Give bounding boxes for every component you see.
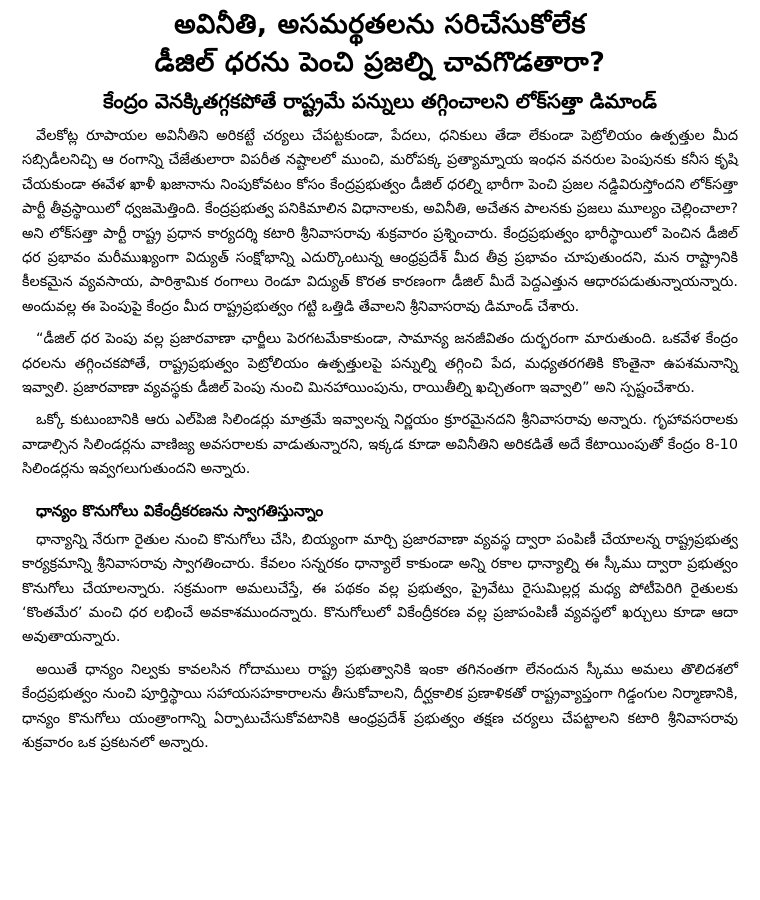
body-paragraph: ఒక్కో కుటుంబానికి ఆరు ఎల్‌పిజి సిలిండర్లు మాత్రమే ఇవ్వాలన్న నిర్ణయం క్రూరమైనదని శ్రీనివాసరావు అన్నారు. గృహావసరాలకు వాడాల్సిన సిలిండర్లను వాణిజ్య అవసరాలకు వాడుతున్నారని, ఇక్కడ కూడా అవినీతిని అరికడితే అదే కేటాయింపుతో కేంద్రం 8-10 సిలిండర్లను ఇవ్వగలుగుతుందని అన్నారు. [22,412,738,478]
headline-line-2: డీజిల్ ధరను పెంచి ప్రజల్ని చావగొడతారా? [154,47,606,78]
headline-line-1: అవినీతి, అసమర్థతలను సరిచేసుకోలేక [174,9,586,40]
section-paragraph: అయితే ధాన్యం నిల్వకు కావలసిన గోదాములు రాష్ట్ర ప్రభుత్వానికి ఇంకా తగినంతగా లేనందున స్కీము అమలు తొలిదశలో కేంద్రప్రభుత్వం నుంచి పూర్తిస్థాయి సహాయసహకారాలను తీసుకోవాలని, దీర్ఘకాలిక ప్రణాళికతో రాష్ట్రవ్యాప్తంగా గిడ్డంగుల నిర్మాణానికి, ధాన్యం కొనుగోలు యంత్రాంగాన్ని ఏర్పాటుచేసుకోవటానికి ఆంధ్రప్రదేశ్ ప్రభుత్వం తక్షణ చర్యలు చేపట్టాలని కటారి శ్రీనివాసరావు శుక్రవారం ఒక ప్రకటనలో అన్నారు. [22,661,738,751]
body-paragraph: వేలకోట్ల రూపాయల అవినీతిని అరికట్టే చర్యలు చేపట్టకుండా, పేదలు, ధనికులు తేడా లేకుండా పెట్రోలియం ఉత్పత్తుల మీద సబ్సిడీలనిచ్చి ఆ రంగాన్ని చేజేతులారా విపరీత నష్టాలలో ముంచి, మరోపక్క ప్రత్యామ్నాయ ఇంధన వనరుల పెంపునకు కనీస కృషి చేయకుండా ఈవేళ ఖాళీ ఖజానాను నింపుకోవటం కోసం కేంద్రప్రభుత్వం డీజిల్ ధరల్ని భారీగా పెంచి ప్రజల నడ్డివిరుస్తోందని లోక్‌సత్తా పార్టీ తీవ్రస్థాయిలో ధ్వజమెత్తింది. కేంద్రప్రభుత్వ పనికిమాలిన విధానాలకు, అవినీతి, అచేతన పాలనకు ప్రజలు మూల్యం చెల్లించాలా? అని లోక్‌సత్తా పార్టీ రాష్ట్ర ప్రధాన కార్యదర్శి కటారి శ్రీనివాసరావు శుక్రవారం ప్రశ్నించారు. కేంద్రప్రభుత్వం భారీస్థాయిలో పెంచిన డీజిల్ ధర ప్రభావం మరీముఖ్యంగా విద్యుత్ సంక్షోభాన్ని ఎదుర్కొంటున్న ఆంధ్రప్రదేశ్ మీద తీవ్ర ప్రభావం చూపుతుందని, మన రాష్ట్రానికి కీలకమైన వ్యవసాయ, పారిశ్రామిక రంగాలు రెండూ విద్యుత్ కొరత కారణంగా డీజిల్ మీదే పెద్దఎత్తున ఆధారపడుతున్నాయన్నారు. అందువల్ల ఈ పెంపుపై కేంద్రం మీద రాష్ట్రప్రభుత్వం గట్టి ఒత్తిడి తేవాలని శ్రీనివాసరావు డిమాండ్ చేశారు. [22,128,738,315]
section-title: ధాన్యం కొనుగోలు వికేంద్రీకరణను స్వాగతిస్తున్నాం [36,501,324,520]
subheadline: కేంద్రం వెనక్కితగ్గకపోతే రాష్ట్రమే పన్నులు తగ్గించాలని లోక్‌సత్తా డిమాండ్ [103,89,657,113]
body-paragraph: “డీజిల్ ధర పెంపు వల్ల ప్రజారవాణా ఛార్జీలు పెరగటమేకాకుండా, సామాన్య జనజీవితం దుర్భరంగా మారుతుంది. ఒకవేళ కేంద్రం ధరలను తగ్గించకపోతే, రాష్ట్రప్రభుత్వం పెట్రోలియం ఉత్పత్తులపై పన్నుల్ని తగ్గించి పేద, మధ్యతరగతికి కొంతైనా ఉపశమనాన్ని ఇవ్వాలి. ప్రజారవాణా వ్యవస్థకు డీజిల్ పెంపు నుంచి మినహాయింపును, రాయితీల్ని ఖచ్చితంగా ఇవ్వాలి” అని స్పష్టంచేశారు. [22,331,738,397]
section-paragraph: ధాన్యాన్ని నేరుగా రైతుల నుంచి కొనుగోలు చేసి, బియ్యంగా మార్చి ప్రజారవాణా వ్యవస్థ ద్వారా పంపిణీ చేయాలన్న రాష్ట్రప్రభుత్వ కార్యక్రమాన్ని శ్రీనివాసరావు స్వాగతించారు. కేవలం సన్నరకం ధాన్యాలే కాకుండా అన్ని రకాల ధాన్యాల్ని ఈ స్కీము ద్వారా ప్రభుత్వం కొనుగోలు చేయాలన్నారు. సక్రమంగా అమలుచేస్తే, ఈ పథకం వల్ల ప్రభుత్వం, ప్రైవేటు రైసుమిల్లర్ల మధ్య పోటీపెరిగి రైతులకు ‘కొంతమేర’ మంచి ధర లభించే అవకాశముందన్నారు. కొనుగోలులో వికేంద్రీకరణ వల్ల ప్రజాపంపిణీ వ్యవస్థలో ఖర్చులు కూడా ఆదా అవుతాయన్నారు. [22,531,738,646]
